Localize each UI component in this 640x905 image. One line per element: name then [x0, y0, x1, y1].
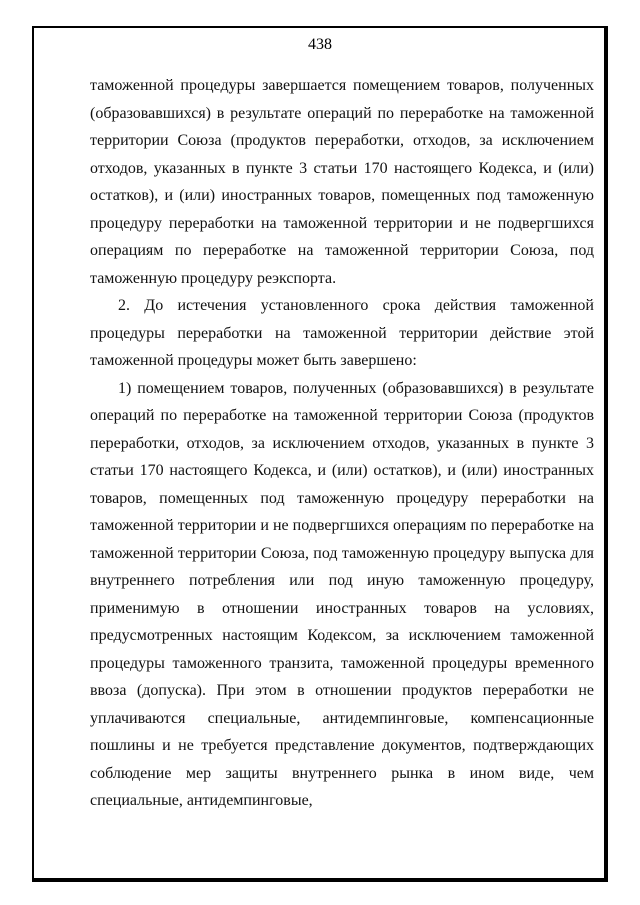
paragraph-continuation: таможенной процедуры завершается помещением товаров, полученных (образовавшихся) в результате операций по переработке на таможенной территории Союза (продуктов переработки, отходов, за исключением отходов, указанных в пункте 3 статьи 170 настоящего Кодекса, и (или) остатков), и (или) иностранных товаров, помещенных под таможенную процедуру переработки на таможенной территории и не подвергшихся операциям по переработке на таможенной территории Союза, под таможенную процедуру реэкспорта.	[90, 77, 594, 287]
paragraph-subitem-1: 1) помещением товаров, полученных (образовавшихся) в результате операций по переработке на таможенной территории Союза (продуктов переработки, отходов, за исключением отходов, указанных в пункте 3 статьи 170 настоящего Кодекса, и (или) остатков), и (или) иностранных товаров, помещенных под таможенную процедуру переработки на таможенной территории и не подвергшихся операциям по переработке на таможенной территории Союза, под таможенную процедуру выпуска для внутреннего потребления или под иную таможенную процедуру, применимую в отношении иностранных товаров на условиях, предусмотренных настоящим Кодексом, за исключением таможенной процедуры таможенного транзита, таможенной процедуры временного ввоза (допуска). При этом в отношении продуктов переработки не уплачиваются специальные, антидемпинговые, компенсационные пошлины и не требуется представление документов, подтверждающих соблюдение мер защиты внутреннего рынка в ином виде, чем специальные, антидемпинговые,	[90, 379, 594, 809]
document-body	[90, 72, 594, 815]
page-number: 438	[308, 36, 332, 53]
paragraph-item-2: 2. До истечения установленного срока действия таможенной процедуры переработки на таможенной территории действие этой таможенной процедуры может быть завершено:	[90, 297, 594, 369]
